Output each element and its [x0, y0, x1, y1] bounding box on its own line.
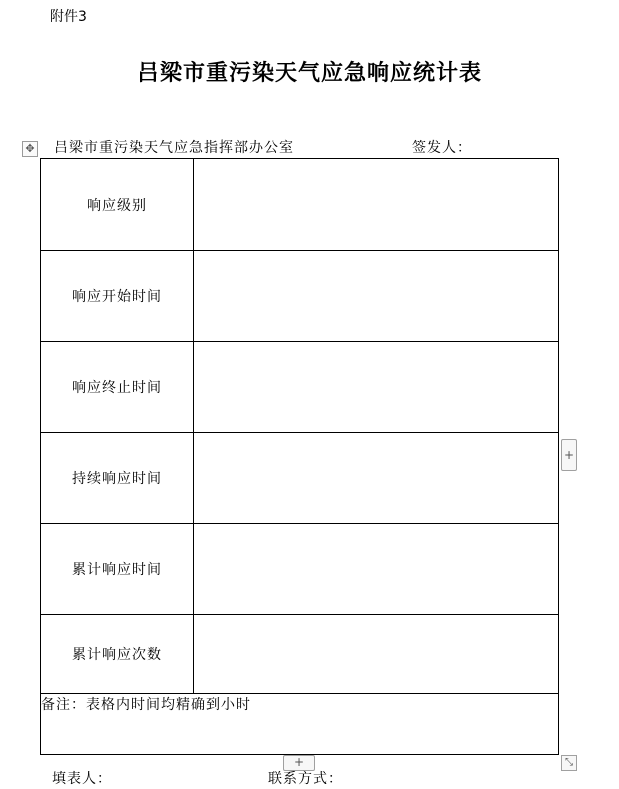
row-label: 响应开始时间: [41, 251, 194, 342]
table-row: [41, 159, 559, 251]
row-label: 累计响应时间: [41, 524, 194, 615]
row-label: 持续响应时间: [41, 433, 194, 524]
signer-label: 签发人：: [412, 140, 472, 156]
row-label: 响应级别: [41, 159, 194, 251]
row-value-cell[interactable]: [194, 251, 559, 342]
filler-label: 填表人：: [52, 771, 112, 787]
note-text[interactable]: 备注：表格内时间均精确到小时: [41, 694, 559, 755]
row-value-cell[interactable]: [194, 615, 559, 694]
table-row: [41, 251, 559, 342]
row-label: 累计响应次数: [41, 615, 194, 694]
statistics-table: [40, 158, 559, 755]
note-row: [41, 694, 559, 755]
row-value-cell[interactable]: [194, 159, 559, 251]
add-column-button[interactable]: +: [561, 439, 577, 471]
table-row: [41, 342, 559, 433]
organization-name: 吕梁市重污染天气应急指挥部办公室: [54, 140, 294, 156]
row-label: 响应终止时间: [41, 342, 194, 433]
table-move-handle-icon[interactable]: ✥: [22, 141, 38, 157]
attachment-label: 附件3: [50, 9, 87, 25]
row-value-cell[interactable]: [194, 342, 559, 433]
table-row: [41, 524, 559, 615]
table-row: [41, 615, 559, 694]
document-title: 吕梁市重污染天气应急响应统计表: [136, 61, 482, 86]
row-value-cell[interactable]: [194, 524, 559, 615]
table-resize-icon[interactable]: ⤡: [561, 755, 577, 771]
table-row: [41, 433, 559, 524]
contact-label: 联系方式：: [268, 771, 343, 787]
add-row-button[interactable]: +: [283, 755, 315, 771]
row-value-cell[interactable]: [194, 433, 559, 524]
